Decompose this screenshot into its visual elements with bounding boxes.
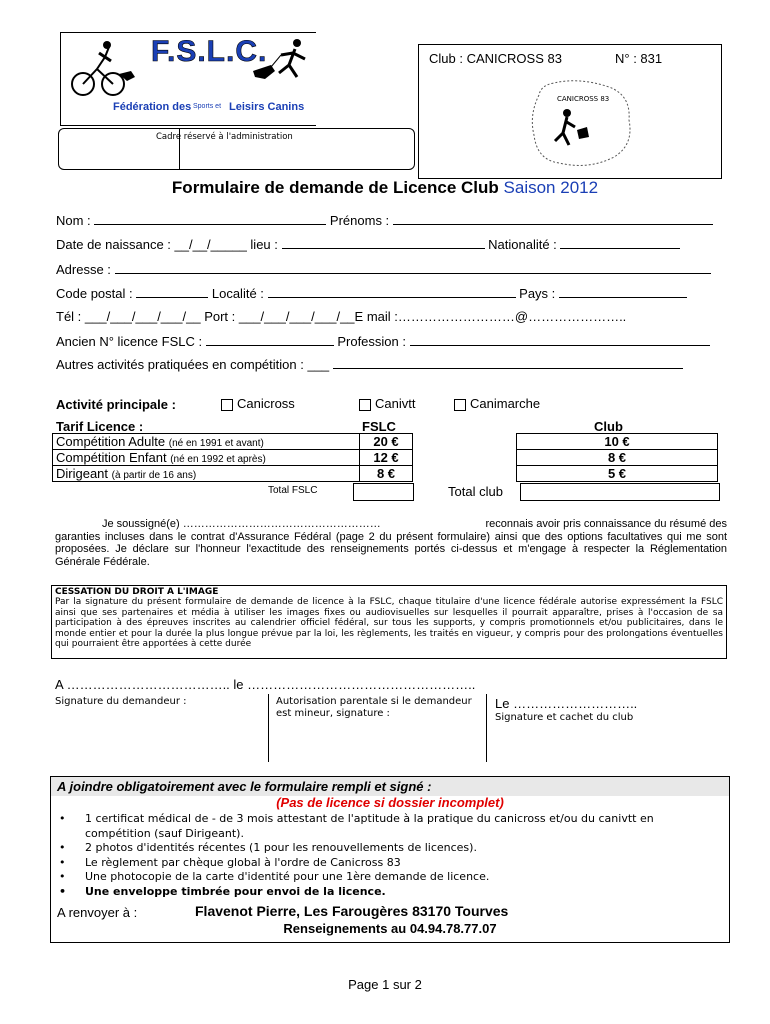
club-price: 8 € [607, 450, 627, 465]
tarif-fslc-price: 8 € [376, 466, 396, 481]
list-item: • 1 certificat médical de - de 3 mois attestant de l'aptitude à la pratique du canicross et/ou du canivtt en compétition (sauf Dirigeant). [59, 812, 707, 841]
total-fslc-box[interactable] [353, 483, 414, 501]
cessation-title: CESSATION DU DROIT A L'IMAGE [55, 587, 219, 597]
activite-canimarche[interactable] [454, 396, 540, 411]
renvoyer-label: A renvoyer à : [57, 905, 138, 920]
admin-label: Cadre réservé à l'administration [156, 132, 293, 142]
input-nationalite[interactable] [560, 236, 680, 249]
field-adresse [56, 261, 711, 277]
tarif-fslc-header: FSLC [362, 419, 396, 434]
total-fslc-label: Total FSLC [268, 485, 318, 496]
list-item: • 2 photos d'identités récentes (1 pour les renouvellements de licences). [59, 841, 707, 856]
field-code-postal [56, 285, 687, 301]
activite-canicross[interactable] [221, 396, 295, 411]
logo-subtitle-small: Sports et [193, 103, 222, 110]
field-tel [56, 309, 626, 324]
renvoyer-address: Flavenot Pierre, Les Farougères 83170 Tourves [195, 903, 509, 919]
club-price-row [517, 450, 718, 466]
cyclist-dog-icon [69, 39, 139, 99]
club-price: 5 € [607, 466, 627, 481]
input-ancien[interactable] [206, 333, 334, 346]
renseignements-phone: Renseignements au 04.94.78.77.07 [283, 921, 497, 936]
label-code-postal: Code postal : [56, 286, 133, 301]
tarif-name: Compétition Enfant [56, 450, 167, 465]
input-profession[interactable] [410, 333, 710, 346]
admin-box [58, 128, 415, 170]
club-name: Club : CANICROSS 83 [429, 51, 562, 66]
field-nom [56, 212, 713, 228]
list-item: • Le règlement par chèque global à l'ordre de Canicross 83 [59, 856, 707, 871]
input-code-postal[interactable] [136, 285, 208, 298]
label-port-email: Port : ___/___/___/___/__E mail :………………………@………………….. [204, 309, 627, 324]
page-number: Page 1 sur 2 [348, 977, 422, 992]
stamp-text: CANICROSS 83 [557, 95, 610, 103]
checkbox-canivtt[interactable] [359, 399, 371, 411]
club-number: N° : 831 [615, 51, 663, 66]
input-autres[interactable] [333, 356, 683, 369]
list-item: • Une enveloppe timbrée pour envoi de la licence. [59, 885, 707, 900]
declaration-rest: garanties incluses dans le contrat d'Assurance Fédéral (page 2 du présent formulaire) ainsi que des options facultatives qui me sont proposées. Je déclare sur l'honneur l'exactitude des renseignements portés ci-dessus et m'engage à respecter la Réglementation Générale Fédérale. [55, 530, 727, 568]
club-price: 10 € [604, 434, 630, 449]
tarif-club-header: Club [594, 419, 623, 434]
declaration-end: reconnais avoir pris connaissance du résumé des [485, 518, 727, 530]
label-nationalite: Nationalité : [488, 237, 557, 252]
club-price-row [517, 434, 718, 450]
tarif-row [53, 434, 413, 450]
input-prenoms[interactable] [393, 212, 713, 225]
logo-title: F.S.L.C. [151, 35, 268, 68]
field-autres [56, 356, 683, 372]
signature-demandeur-label: Signature du demandeur : [55, 696, 187, 707]
form-title [0, 178, 770, 198]
tarif-name: Dirigeant [56, 466, 109, 481]
label-canicross: Canicross [237, 396, 295, 411]
list-item: • Une photocopie de la carte d'identité pour une 1ère demande de licence. [59, 870, 707, 885]
label-ancien: Ancien N° licence FSLC : [56, 334, 203, 349]
signature-divider-1 [268, 694, 269, 762]
label-canivtt: Canivtt [375, 396, 416, 411]
input-adresse[interactable] [115, 261, 711, 274]
joindre-warning: (Pas de licence si dossier incomplet) [276, 795, 504, 810]
logo-subtitle-1: Fédération des [113, 101, 192, 113]
canicross-stamp-icon [519, 75, 639, 170]
label-autres: Autres activités pratiquées en compétition : ___ [56, 357, 330, 372]
le-line: Le ……………………….. [495, 696, 638, 711]
club-price-row [517, 466, 718, 482]
activite-canivtt[interactable] [359, 396, 415, 411]
checkbox-canimarche[interactable] [454, 399, 466, 411]
label-pays: Pays : [519, 286, 556, 301]
input-localite[interactable] [268, 285, 516, 298]
tarif-row [53, 466, 413, 482]
field-naissance [56, 236, 680, 252]
signature-cachet-label: Signature et cachet du club [495, 712, 634, 723]
label-canimarche: Canimarche [470, 396, 541, 411]
cessation-box [51, 585, 727, 659]
tarif-row [53, 450, 413, 466]
signature-parentale-label: Autorisation parentale si le demandeur est mineur, signature : [276, 696, 472, 719]
label-naissance: Date de naissance : __/__/_____ lieu : [56, 237, 278, 252]
signature-divider-2 [486, 694, 487, 762]
a-le-line: A ……………………………….. le …………………………………………….. [55, 677, 476, 692]
title-season: Saison 2012 [503, 178, 599, 197]
tarif-fslc-price: 20 € [373, 434, 399, 449]
club-box [418, 44, 722, 179]
total-club-label: Total club [448, 484, 503, 499]
tarif-name: Compétition Adulte [56, 434, 166, 449]
label-nom: Nom : [56, 213, 91, 228]
label-localite: Localité : [211, 286, 264, 301]
declaration-paragraph [55, 518, 727, 568]
declaration-start: Je soussigné(e) ……………………………………………… [102, 518, 381, 530]
joindre-list [59, 812, 707, 900]
activite-label: Activité principale : [56, 397, 176, 412]
tarif-fslc-price: 12 € [373, 450, 399, 465]
input-pays[interactable] [559, 285, 687, 298]
tarif-note: (né en 1992 et après) [170, 454, 266, 465]
joindre-heading: A joindre obligatoirement avec le formulaire rempli et signé : [57, 779, 432, 794]
cessation-text: Par la signature du présent formulaire de demande de licence à la FSLC, chaque titulaire d'une licence fédérale autorise expressément la FSLC ainsi que ses partenaires et média à utiliser les images fixes ou audiovisuelles sur lesquelles il pourrait apparaître, prises à l'occasion de sa participation à des épreuves inscrites au calendrier officiel fédéral, sur tous les supports, y compris promotionnels et/ou publicitaires, dans le monde entier et pour la durée la plus longue prévue par la loi, les règlements, les traités en vigueur, y compris pour des prolongations éventuelles qui pourraient être apportées à cette durée [55, 597, 723, 650]
club-price-table [516, 433, 718, 482]
label-prenoms: Prénoms : [329, 213, 390, 228]
input-lieu[interactable] [282, 236, 485, 249]
title-main: Formulaire de demande de Licence Club [171, 178, 499, 197]
fslc-logo [60, 32, 316, 126]
label-profession: Profession : [337, 334, 406, 349]
runner-dog-icon [251, 37, 313, 97]
input-nom[interactable] [94, 212, 326, 225]
joindre-box [50, 776, 730, 943]
label-tel: Tél : ___/___/___/___/__ [56, 309, 201, 324]
tarif-label: Tarif Licence : [56, 419, 144, 434]
total-club-box[interactable] [520, 483, 720, 501]
tarif-note: (né en 1991 et avant) [168, 438, 264, 449]
field-ancien [56, 333, 710, 349]
tarif-note: (à partir de 16 ans) [111, 470, 197, 481]
logo-subtitle-2: Leisirs Canins [229, 101, 305, 113]
label-adresse: Adresse : [56, 262, 111, 277]
checkbox-canicross[interactable] [221, 399, 233, 411]
tarif-table [52, 433, 413, 482]
